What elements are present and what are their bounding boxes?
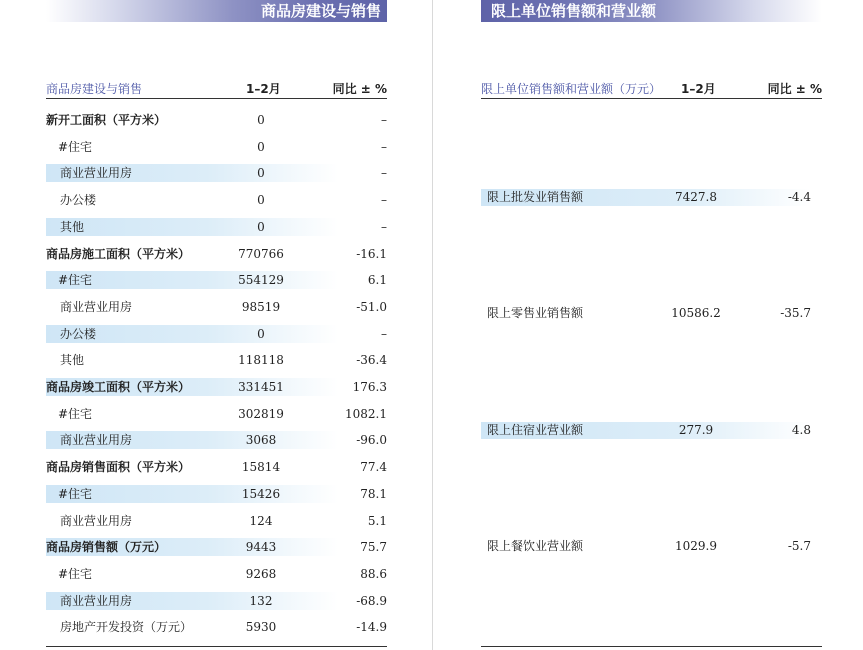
row-label: #住宅 <box>58 407 93 421</box>
right-table-row <box>481 305 822 322</box>
row-label: 商业营业用房 <box>60 166 133 180</box>
row-value-yoy: 6.1 <box>367 273 387 287</box>
row-label: #住宅 <box>58 140 93 154</box>
row-value-yoy: -4.4 <box>787 190 811 204</box>
row-label: 办公楼 <box>60 193 97 207</box>
left-table-row <box>46 512 387 530</box>
row-value-period: 5930 <box>245 620 277 634</box>
row-value-period: 10586.2 <box>671 306 721 320</box>
row-label: 商业营业用房 <box>60 514 133 528</box>
row-label: 办公楼 <box>60 327 97 341</box>
row-label: 房地产开发投资（万元） <box>60 620 193 634</box>
row-label: 商业营业用房 <box>60 433 133 447</box>
left-table-row <box>46 218 387 236</box>
row-label: 商业营业用房 <box>60 594 133 608</box>
right-header-period: 1–2月 <box>681 82 716 96</box>
row-label: 商品房销售面积（平方米） <box>46 460 191 474</box>
left-table-row <box>46 111 387 129</box>
left-table-row <box>46 351 387 369</box>
row-label: 其他 <box>60 220 85 234</box>
row-value-period: 118118 <box>238 353 284 367</box>
left-table-row <box>46 538 387 556</box>
row-label: 限上批发业销售额 <box>487 190 584 204</box>
row-value-period: 0 <box>257 166 265 180</box>
row-value-period: 277.9 <box>678 423 714 437</box>
left-header-category: 商品房建设与销售 <box>46 82 143 96</box>
row-label: #住宅 <box>58 273 93 287</box>
left-table-header <box>46 80 387 99</box>
left-header-yoy: 同比 ± % <box>332 82 387 96</box>
left-header-period: 1–2月 <box>246 82 281 96</box>
row-value-period: 554129 <box>238 273 284 287</box>
left-table-row <box>46 164 387 182</box>
row-value-period: 0 <box>257 140 265 154</box>
left-table-row <box>46 592 387 610</box>
row-value-period: 98519 <box>241 300 281 314</box>
row-value-yoy: 88.6 <box>360 567 387 581</box>
right-section-banner: 限上单位销售额和营业额 <box>481 0 822 22</box>
row-label: 其他 <box>60 353 85 367</box>
left-table-row <box>46 378 387 396</box>
left-table-row <box>46 325 387 343</box>
row-label: 限上餐饮业营业额 <box>487 539 584 553</box>
row-label: 商业营业用房 <box>60 300 133 314</box>
left-table-row <box>46 191 387 209</box>
row-value-period: 0 <box>257 193 265 207</box>
row-value-yoy: – <box>381 166 387 180</box>
left-table-bottom-rule <box>46 646 387 647</box>
row-value-period: 7427.8 <box>675 190 717 204</box>
row-value-period: 132 <box>249 594 273 608</box>
right-table-row <box>481 189 822 206</box>
row-value-period: 0 <box>257 113 265 127</box>
row-value-yoy: 77.4 <box>360 460 387 474</box>
row-value-yoy: -96.0 <box>356 433 387 447</box>
row-value-period: 0 <box>257 220 265 234</box>
row-value-yoy: – <box>381 140 387 154</box>
row-label: 新开工面积（平方米） <box>46 113 167 127</box>
page-divider <box>432 0 433 650</box>
left-table-row <box>46 431 387 449</box>
row-value-yoy: – <box>381 113 387 127</box>
right-table-row <box>481 422 822 439</box>
row-value-period: 331451 <box>238 380 284 394</box>
left-table-row <box>46 298 387 316</box>
row-value-yoy: 75.7 <box>360 540 387 554</box>
row-value-yoy: -14.9 <box>356 620 387 634</box>
row-label: 商品房竣工面积（平方米） <box>46 380 191 394</box>
row-value-period: 302819 <box>238 407 284 421</box>
left-table-row <box>46 458 387 476</box>
row-value-yoy: -35.7 <box>780 306 811 320</box>
row-value-yoy: 4.8 <box>791 423 811 437</box>
row-value-yoy: 176.3 <box>352 380 387 394</box>
right-table-header <box>481 80 822 99</box>
row-label: #住宅 <box>58 567 93 581</box>
left-table-row <box>46 565 387 583</box>
left-table-row <box>46 245 387 263</box>
right-table-bottom-rule <box>481 646 822 647</box>
left-table-row <box>46 138 387 156</box>
row-value-period: 124 <box>249 514 273 528</box>
row-value-yoy: -16.1 <box>356 247 387 261</box>
row-value-period: 15426 <box>241 487 281 501</box>
row-label: 商品房销售额（万元） <box>46 540 167 554</box>
row-value-period: 15814 <box>241 460 281 474</box>
row-label: 限上住宿业营业额 <box>487 423 584 437</box>
row-value-period: 3068 <box>245 433 277 447</box>
right-table-row <box>481 538 822 555</box>
left-table-row <box>46 271 387 289</box>
row-value-yoy: – <box>381 327 387 341</box>
row-value-yoy: -36.4 <box>356 353 387 367</box>
row-value-period: 0 <box>257 327 265 341</box>
left-table-row <box>46 485 387 503</box>
row-value-yoy: -51.0 <box>356 300 387 314</box>
row-value-period: 770766 <box>238 247 284 261</box>
row-label: #住宅 <box>58 487 93 501</box>
row-value-yoy: 1082.1 <box>345 407 387 421</box>
row-label: 限上零售业销售额 <box>487 306 584 320</box>
row-value-yoy: -68.9 <box>356 594 387 608</box>
row-value-yoy: 5.1 <box>367 514 387 528</box>
row-value-yoy: – <box>381 193 387 207</box>
row-value-yoy: -5.7 <box>787 539 811 553</box>
row-value-period: 9268 <box>245 567 277 581</box>
row-value-yoy: 78.1 <box>360 487 387 501</box>
row-value-period: 9443 <box>245 540 277 554</box>
row-value-period: 1029.9 <box>675 539 717 553</box>
right-header-yoy: 同比 ± % <box>767 82 822 96</box>
row-value-yoy: – <box>381 220 387 234</box>
left-table-row <box>46 618 387 636</box>
row-label: 商品房施工面积（平方米） <box>46 247 191 261</box>
left-section-banner: 商品房建设与销售 <box>46 0 387 22</box>
right-header-category: 限上单位销售额和营业额（万元） <box>481 82 662 96</box>
left-table-row <box>46 405 387 423</box>
